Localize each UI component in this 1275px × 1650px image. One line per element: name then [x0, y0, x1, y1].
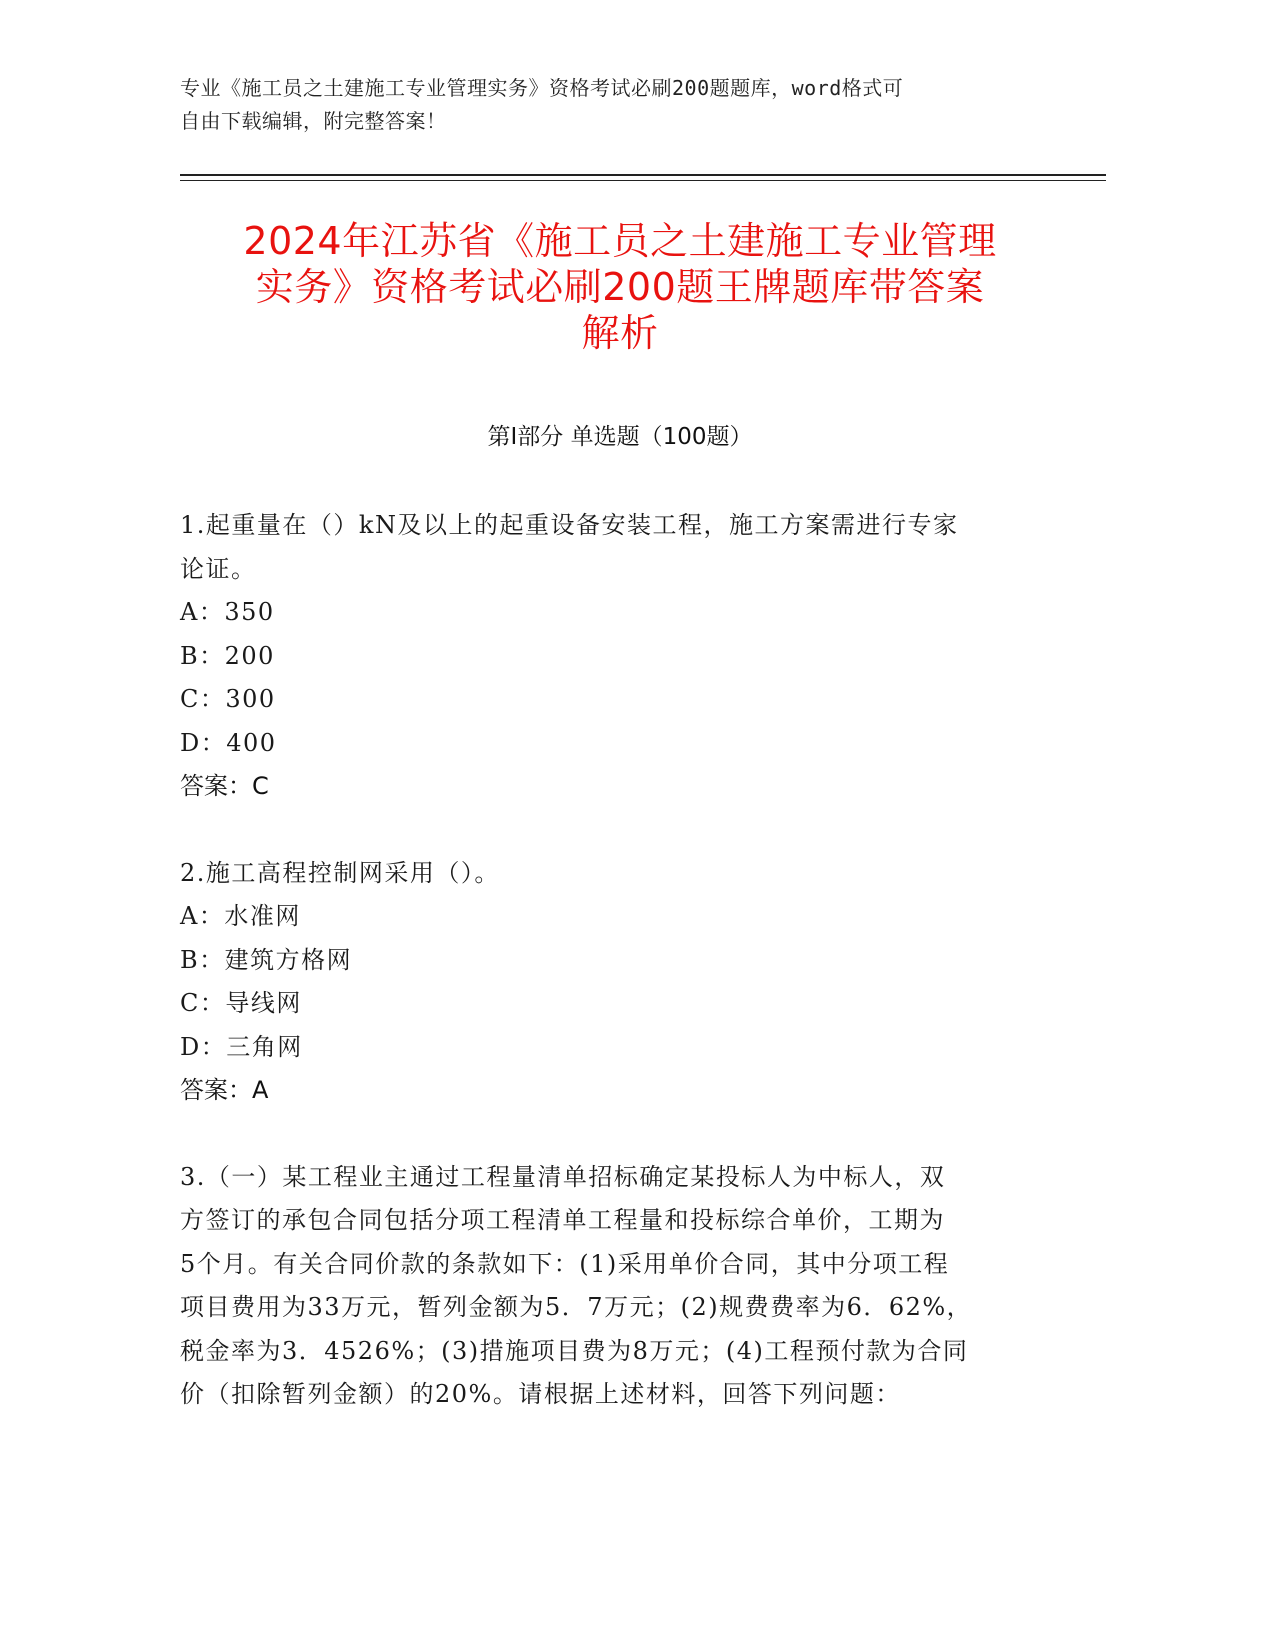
option-a: A：350 — [180, 598, 275, 626]
answer: 答案：C — [180, 772, 269, 800]
header-note — [180, 72, 1060, 138]
question-1 — [180, 504, 1040, 809]
question-stem-line: 1.起重量在（）kN及以上的起重设备安装工程，施工方案需进行专家 — [180, 511, 959, 539]
question-stem-line: 税金率为3．4526%；(3)措施项目费为8万元；(4)工程预付款为合同 — [180, 1336, 969, 1365]
option-d: D：三角网 — [180, 1032, 303, 1061]
section-title: 第Ⅰ部分 单选题（100题） — [487, 424, 753, 450]
header-note-line: 自由下载编辑，附完整答案！ — [180, 109, 447, 133]
question-stem-line: 论证。 — [180, 554, 257, 583]
question-stem-line: 5个月。有关合同价款的条款如下：(1)采用单价合同，其中分项工程 — [180, 1249, 950, 1278]
document-title-line: 解析 — [581, 311, 659, 355]
header-divider-thick — [180, 174, 1106, 176]
option-c: C：导线网 — [180, 989, 302, 1017]
option-a: A：水准网 — [180, 902, 301, 930]
document-title-line: 2024年江苏省《施工员之土建施工专业管理 — [243, 219, 997, 263]
question-2 — [180, 852, 1040, 1113]
question-stem-line: 价（扣除暂列金额）的20%。请根据上述材料，回答下列问题： — [180, 1380, 901, 1408]
header-note-line: 专业《施工员之土建施工专业管理实务》资格考试必刷200题题库，word格式可 — [180, 76, 904, 100]
option-c: C：300 — [180, 685, 276, 713]
question-list — [180, 504, 1040, 1460]
document-title-line: 实务》资格考试必刷200题王牌题库带答案 — [255, 265, 985, 309]
document-title — [180, 218, 1060, 356]
option-b: B：建筑方格网 — [180, 945, 353, 974]
option-d: D：400 — [180, 728, 277, 757]
question-stem-line: 项目费用为33万元，暂列金额为5．7万元；(2)规费费率为6．62%， — [180, 1293, 973, 1321]
question-stem-line: 2.施工高程控制网采用（）。 — [180, 858, 500, 887]
question-3 — [180, 1156, 1040, 1417]
question-stem-line: 方签订的承包合同包括分项工程清单工程量和投标综合单价，工期为 — [180, 1206, 945, 1234]
header-divider-thin — [180, 180, 1106, 181]
question-stem-line: 3.（一）某工程业主通过工程量清单招标确定某投标人为中标人，双 — [180, 1162, 946, 1191]
option-b: B：200 — [180, 641, 275, 670]
answer: 答案：A — [180, 1076, 269, 1104]
